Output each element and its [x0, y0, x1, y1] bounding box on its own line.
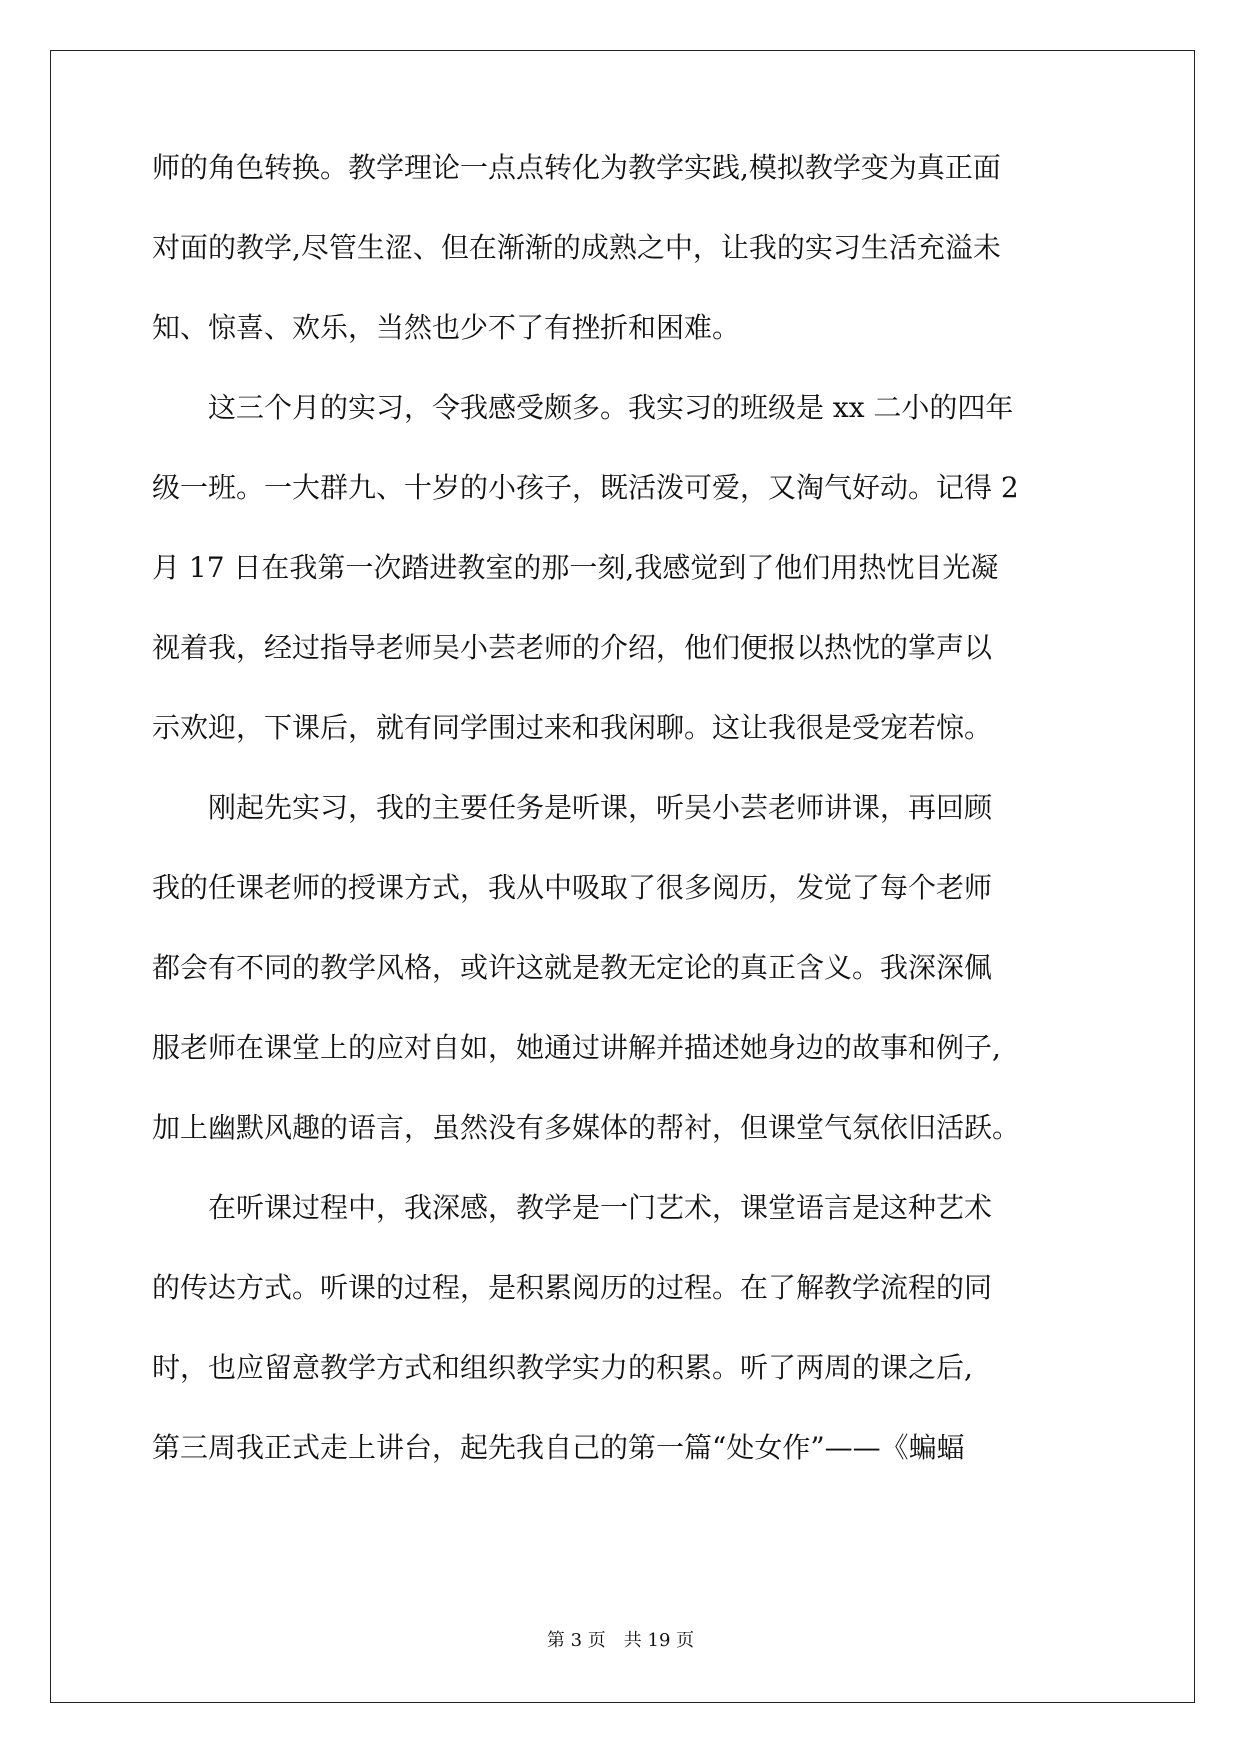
text-line: 加上幽默风趣的语言，虽然没有多媒体的帮衬，但课堂气氛依旧活跃。 — [152, 1111, 1021, 1144]
text-line: 在听课过程中，我深感，教学是一门艺术，课堂语言是这种艺术 — [152, 1191, 993, 1224]
text-line: 对面的教学,尽管生涩、但在渐渐的成熟之中，让我的实习生活充溢未 — [152, 231, 1001, 264]
text-line: 我的任课老师的授课方式，我从中吸取了很多阅历，发觉了每个老师 — [152, 871, 993, 904]
text-line: 月 17 日在我第一次踏进教室的那一刻,我感觉到了他们用热忱目光凝 — [152, 551, 999, 584]
text-line: 级一班。一大群九、十岁的小孩子，既活泼可爱，又淘气好动。记得 2 — [152, 471, 1019, 504]
text-line: 刚起先实习，我的主要任务是听课，听吴小芸老师讲课，再回顾 — [152, 791, 993, 824]
text-line: 师的角色转换。教学理论一点点转化为教学实践,模拟教学变为真正面 — [152, 151, 1001, 184]
page-number-footer: 第 3 页 共 19 页 — [546, 1630, 695, 1651]
text-line: 第三周我正式走上讲台，起先我自己的第一篇“处女作”——《蝙蝠 — [152, 1431, 965, 1464]
text-line: 视着我，经过指导老师吴小芸老师的介绍，他们便报以热忱的掌声以 — [152, 631, 993, 664]
text-line: 这三个月的实习，令我感受颇多。我实习的班级是 xx 二小的四年 — [152, 391, 1014, 424]
text-line: 服老师在课堂上的应对自如，她通过讲解并描述她身边的故事和例子, — [152, 1031, 1001, 1064]
text-line: 都会有不同的教学风格，或许这就是教无定论的真正含义。我深深佩 — [152, 951, 993, 984]
text-line: 的传达方式。听课的过程，是积累阅历的过程。在了解教学流程的同 — [152, 1271, 993, 1304]
text-line: 时，也应留意教学方式和组织教学实力的积累。听了两周的课之后, — [152, 1351, 973, 1384]
text-line: 示欢迎，下课后，就有同学围过来和我闲聊。这让我很是受宠若惊。 — [152, 711, 993, 744]
text-line: 知、惊喜、欢乐，当然也少不了有挫折和困难。 — [152, 311, 741, 344]
